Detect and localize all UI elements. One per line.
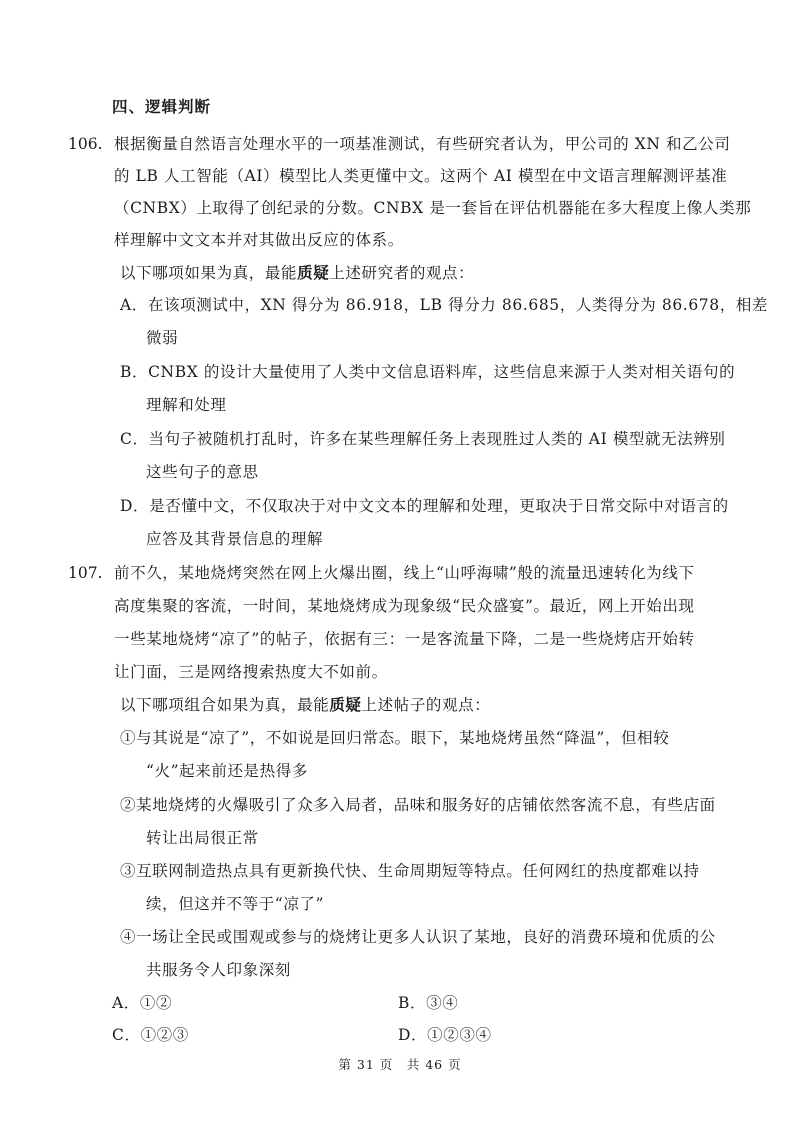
option-c[interactable]: C．当句子被随机打乱时，许多在某些理解任务上表现胜过人类的 AI 模型就无法辨别 [120,430,726,448]
option-d[interactable]: D．是否懂中文，不仅取决于对中文文本的理解和处理，更取决于日常交际中对语言的 [120,497,729,515]
option-a[interactable]: A．在该项测试中，XN 得分为 86.918，LB 得分力 86.685，人类得分为 86.678，相差 [120,296,769,314]
question-stem-line: 高度集聚的客流，一时间，某地烧烤成为现象级“民众盛宴”。最近，网上开始出现 [114,597,695,615]
choice-a[interactable]: A．①② [112,994,173,1012]
statement-2-continuation: 转让出局很正常 [146,829,259,847]
choice-d[interactable]: D．①②③④ [398,1026,492,1044]
statement-2: ②某地烧烤的火爆吸引了众多入局者，品味和服务好的店铺依然客流不息，有些店面 [120,796,716,814]
question-stem-line: 让门面，三是网络搜索热度大不如前。 [114,663,388,681]
question-stem-line: 根据衡量自然语言处理水平的一项基准测试，有些研究者认为，甲公司的 XN 和乙公司 [114,135,731,153]
section-title: 四、逻辑判断 [112,98,212,116]
statement-3-continuation: 续，但这并不等于“凉了” [146,895,325,913]
question-prompt: 以下哪项组合如果为真，最能质疑上述帖子的观点： [120,696,491,714]
option-d-continuation: 应答及其背景信息的理解 [146,530,324,548]
option-b[interactable]: B．CNBX 的设计大量使用了人类中文信息语料库，这些信息来源于人类对相关语句的 [120,363,736,381]
question-stem-line: 前不久，某地烧烤突然在网上火爆出圈，线上“山呼海啸”般的流量迅速转化为线下 [114,564,695,582]
statement-1-continuation: “火”起来前还是热得多 [146,762,308,780]
question-stem-line: 样理解中文文本并对其做出反应的体系。 [114,231,404,249]
emphasis-text: 质疑 [297,264,330,282]
emphasis-text: 质疑 [329,696,362,714]
statement-4: ④一场让全民或围观或参与的烧烤让更多人认识了某地，良好的消费环境和优质的公 [120,928,716,946]
statement-3: ③互联网制造热点具有更新换代快、生命周期短等特点。任何网红的热度都难以持 [120,862,700,880]
option-c-continuation: 这些句子的意思 [146,463,259,481]
question-stem-line: 的 LB 人工智能（AI）模型比人类更懂中文。这两个 AI 模型在中文语言理解测评基准 [114,167,728,185]
page-footer: 第 31 页 共 46 页 [338,1057,462,1072]
statement-4-continuation: 共服务令人印象深刻 [146,961,291,979]
question-stem-line: 一些某地烧烤“凉了”的帖子，依据有三：一是客流量下降，二是一些烧烤店开始转 [114,630,695,648]
option-b-continuation: 理解和处理 [146,396,227,414]
question-number: 107. [68,564,103,582]
question-prompt: 以下哪项如果为真，最能质疑上述研究者的观点： [120,264,475,282]
choice-b[interactable]: B．③④ [398,994,459,1012]
question-number: 106. [68,135,103,153]
choice-c[interactable]: C．①②③ [112,1026,189,1044]
option-a-continuation: 微弱 [146,329,179,347]
statement-1: ①与其说是“凉了”，不如说是回归常态。眼下，某地烧烤虽然“降温”，但相较 [120,729,670,747]
question-stem-line: （CNBX）上取得了创纪录的分数。CNBX 是一套旨在评估机器能在多大程度上像人类那 [114,199,752,217]
